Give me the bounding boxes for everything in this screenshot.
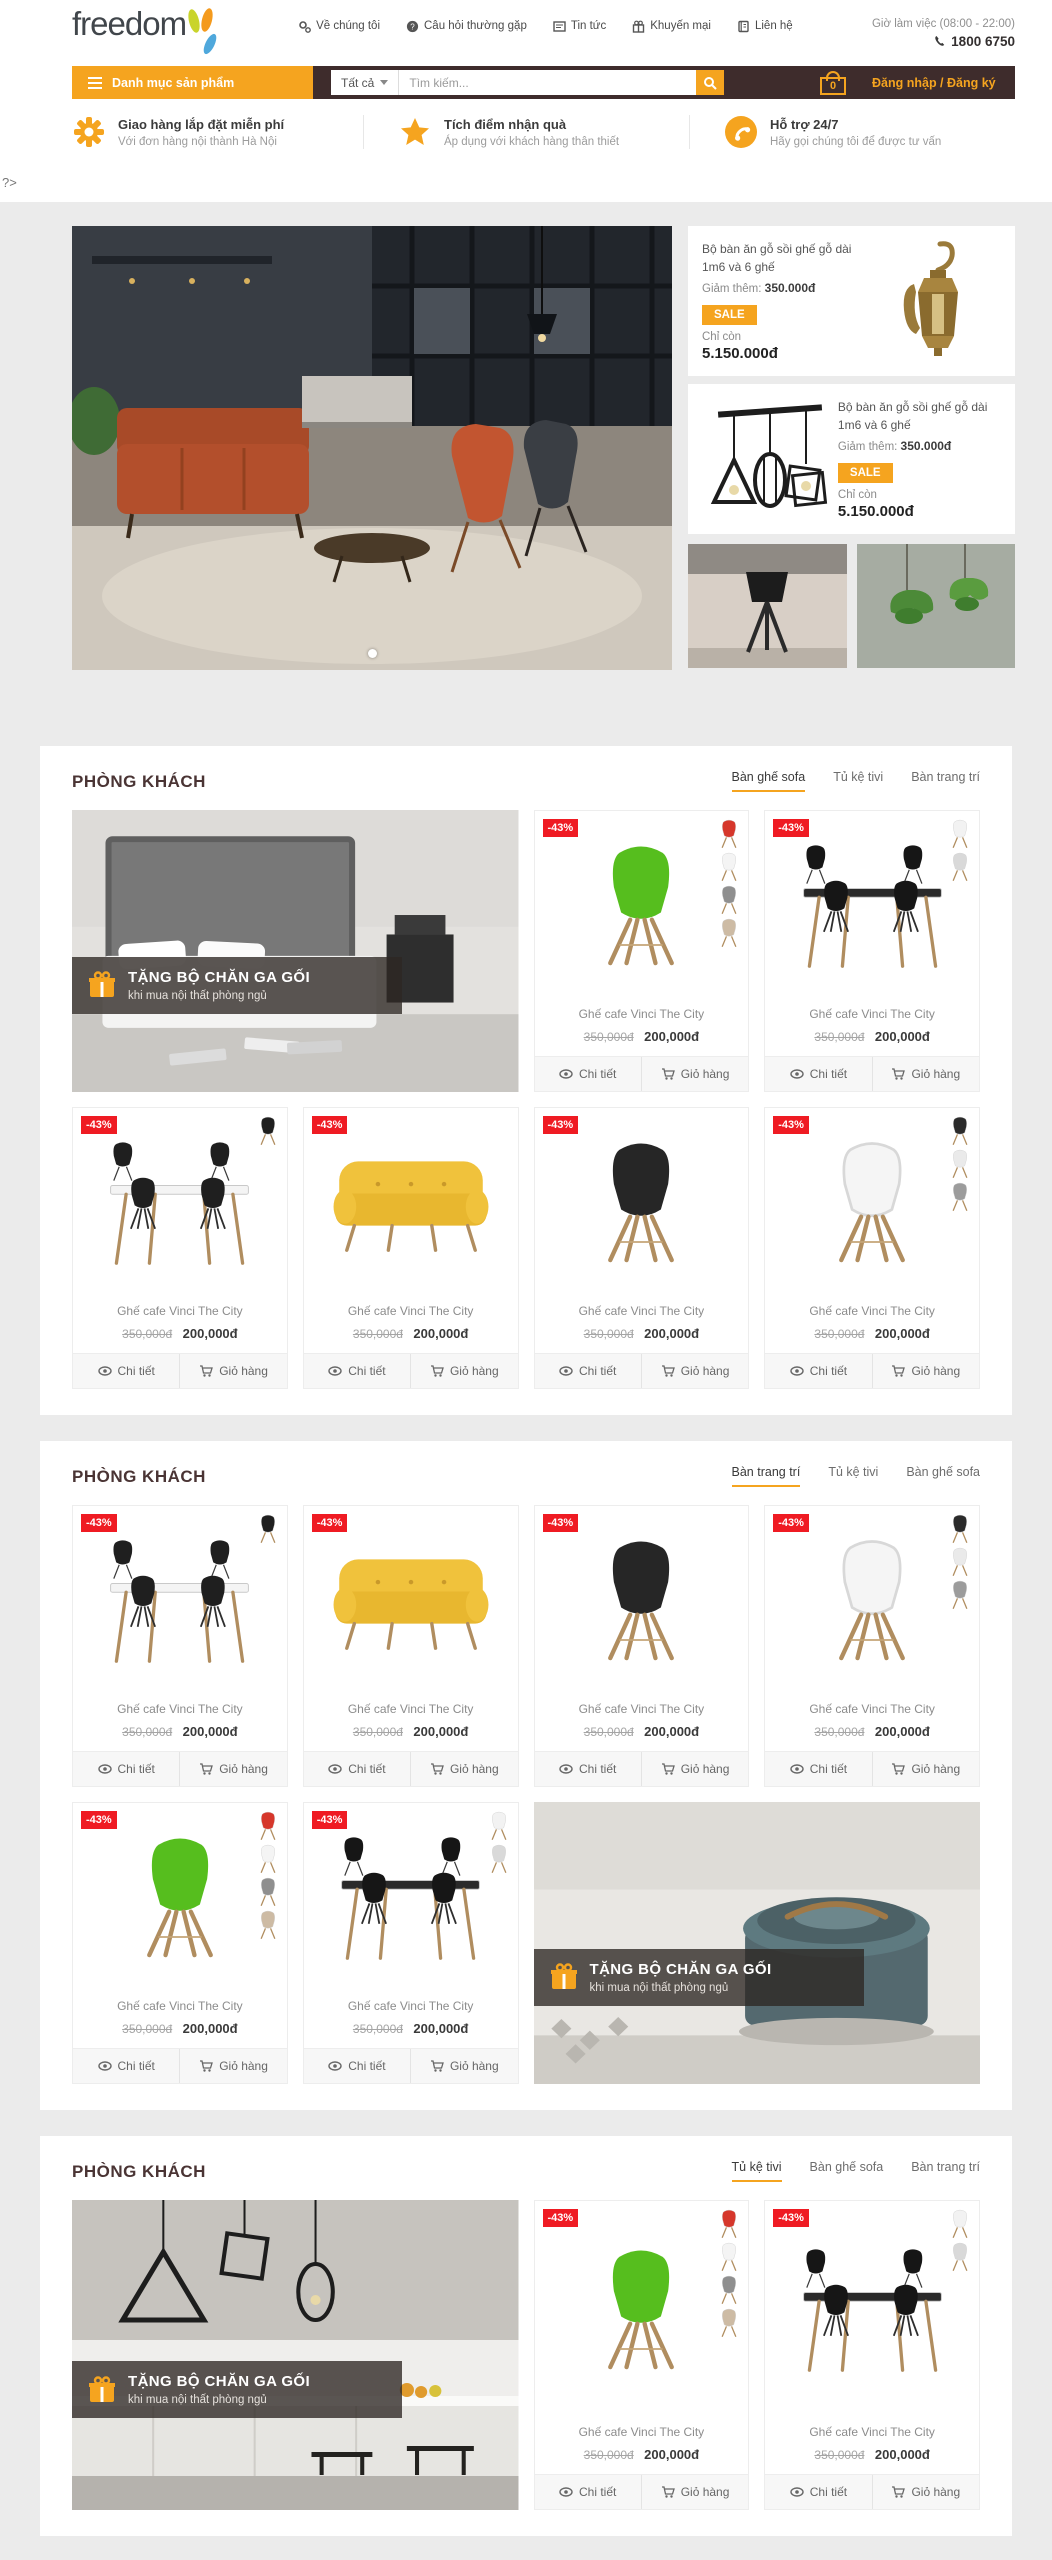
discount-badge: -43% bbox=[312, 1116, 348, 1134]
product-illustration bbox=[790, 2240, 955, 2385]
current-price: 200,000đ bbox=[182, 1326, 238, 1341]
product-card bbox=[764, 1107, 980, 1389]
current-price: 200,000đ bbox=[874, 2447, 930, 2462]
eye-icon bbox=[559, 1069, 573, 1079]
detail-button[interactable]: Chi tiết bbox=[304, 1354, 411, 1388]
product-illustration bbox=[326, 1145, 496, 1265]
product-card bbox=[303, 1107, 519, 1389]
current-price: 200,000đ bbox=[874, 1029, 930, 1044]
promo-discount-label: Giảm thêm: bbox=[702, 283, 762, 295]
current-price: 200,000đ bbox=[182, 2021, 238, 2036]
promo-discount-label: Giảm thêm: bbox=[837, 441, 898, 453]
product-name[interactable]: Ghế cafe Vinci The City bbox=[117, 1304, 243, 1318]
benefit-subtitle: Áp dụng với khách hàng thân thiết bbox=[444, 136, 620, 148]
section-tabs bbox=[732, 770, 980, 792]
product-illustration bbox=[817, 1537, 927, 1669]
product-name[interactable]: Ghế cafe Vinci The City bbox=[809, 1702, 935, 1716]
nav-faq[interactable]: ? Câu hỏi thường gặp bbox=[406, 20, 527, 33]
hero-promos bbox=[688, 226, 1015, 670]
discount-badge: -43% bbox=[81, 1116, 117, 1134]
banner-title: TẶNG BỘ CHĂN GA GỐI bbox=[128, 2373, 311, 2391]
current-price: 200,000đ bbox=[644, 1326, 700, 1341]
add-to-cart-button[interactable]: Giỏ hàng bbox=[642, 1354, 748, 1388]
promo-price: 5.150.000đ bbox=[702, 345, 778, 362]
benefits-bar bbox=[72, 99, 1015, 167]
old-price: 350,000đ bbox=[122, 1725, 173, 1739]
cart-icon bbox=[199, 1365, 213, 1377]
add-to-cart-button[interactable]: Giỏ hàng bbox=[873, 1354, 979, 1388]
star-icon bbox=[398, 115, 432, 149]
cart-icon bbox=[891, 1068, 905, 1080]
old-price: 350,000đ bbox=[122, 2022, 173, 2036]
variant-thumbnails[interactable] bbox=[255, 1811, 281, 1940]
product-name[interactable]: Ghế cafe Vinci The City bbox=[578, 2425, 705, 2439]
current-price: 200,000đ bbox=[182, 1724, 238, 1739]
search-dark-bar bbox=[313, 66, 1015, 99]
product-name[interactable]: Ghế cafe Vinci The City bbox=[809, 2425, 935, 2439]
eye-icon bbox=[790, 1366, 804, 1376]
product-card bbox=[534, 1505, 750, 1787]
benefit-title: Giao hàng lắp đặt miễn phí bbox=[118, 117, 285, 132]
product-section bbox=[40, 746, 1012, 1415]
product-image[interactable] bbox=[535, 811, 749, 1005]
lantern-image bbox=[865, 240, 1001, 362]
eye-icon bbox=[98, 1764, 112, 1774]
product-card bbox=[764, 1505, 980, 1787]
promo-price: 5.150.000đ bbox=[837, 503, 914, 520]
section-title: PHÒNG KHÁCH bbox=[72, 772, 206, 791]
discount-badge: -43% bbox=[773, 819, 809, 837]
product-card bbox=[303, 1802, 519, 2084]
add-to-cart-button[interactable]: Giỏ hàng bbox=[642, 2475, 748, 2509]
old-price: 350,000đ bbox=[583, 1327, 634, 1341]
page-header bbox=[0, 0, 1052, 202]
add-to-cart-button[interactable]: Giỏ hàng bbox=[180, 1354, 286, 1388]
add-to-cart-button[interactable]: Giỏ hàng bbox=[411, 2049, 517, 2083]
search-box bbox=[331, 70, 724, 95]
variant-thumbnails[interactable] bbox=[947, 819, 973, 882]
product-image[interactable] bbox=[535, 1506, 749, 1700]
benefit-loyalty bbox=[363, 115, 689, 149]
product-illustration bbox=[790, 836, 955, 981]
variant-thumbnails[interactable] bbox=[716, 819, 742, 948]
hero-slider[interactable] bbox=[72, 226, 672, 670]
detail-button[interactable]: Chi tiết bbox=[73, 1354, 180, 1388]
section-title: PHÒNG KHÁCH bbox=[72, 1467, 206, 1486]
eye-icon bbox=[98, 1366, 112, 1376]
promo-banner[interactable] bbox=[72, 2200, 519, 2510]
detail-button[interactable]: Chi tiết bbox=[765, 1354, 872, 1388]
product-name[interactable]: Ghế cafe Vinci The City bbox=[347, 1999, 474, 2013]
detail-button[interactable]: Chi tiết bbox=[304, 2049, 411, 2083]
benefit-support bbox=[689, 115, 1015, 149]
cart-icon bbox=[891, 1763, 905, 1775]
promo-discount-value: 350.000đ bbox=[764, 281, 816, 295]
category-tab[interactable]: Tủ kệ tivi bbox=[833, 770, 884, 784]
section-tabs bbox=[732, 2160, 980, 2182]
phone-icon bbox=[934, 35, 946, 47]
product-name[interactable]: Ghế cafe Vinci The City bbox=[117, 1999, 243, 2013]
gift-icon bbox=[88, 2376, 116, 2404]
product-image[interactable] bbox=[765, 1506, 979, 1700]
eye-icon bbox=[790, 2487, 804, 2497]
category-tab[interactable]: Bàn ghế sofa bbox=[732, 770, 806, 792]
section-title: PHÒNG KHÁCH bbox=[72, 2162, 206, 2181]
product-card bbox=[72, 1505, 288, 1787]
working-hours: Giờ làm việc (08:00 - 22:00) bbox=[871, 17, 1015, 30]
product-illustration bbox=[586, 1139, 696, 1271]
detail-button[interactable]: Chi tiết bbox=[304, 1752, 411, 1786]
eye-icon bbox=[98, 2061, 112, 2071]
eye-icon bbox=[790, 1764, 804, 1774]
discount-badge: -43% bbox=[773, 2209, 809, 2227]
add-to-cart-button[interactable]: Giỏ hàng bbox=[873, 1752, 979, 1786]
cart-icon bbox=[661, 2486, 675, 2498]
chevron-down-icon bbox=[380, 80, 388, 85]
variant-thumbnails[interactable] bbox=[486, 1811, 512, 1874]
category-tab[interactable]: Bàn trang trí bbox=[732, 1465, 801, 1487]
hamburger-icon bbox=[88, 77, 102, 89]
discount-badge: -43% bbox=[543, 1514, 579, 1532]
detail-button[interactable]: Chi tiết bbox=[535, 1057, 642, 1091]
product-image[interactable] bbox=[765, 2201, 979, 2423]
news-icon bbox=[553, 20, 566, 33]
benefit-subtitle: Với đơn hàng nội thành Hà Nội bbox=[118, 136, 277, 148]
nav-promotions[interactable]: Khuyến mại bbox=[632, 20, 711, 33]
product-card bbox=[764, 2200, 980, 2510]
old-price: 350,000đ bbox=[814, 1725, 865, 1739]
add-to-cart-button[interactable]: Giỏ hàng bbox=[873, 1057, 979, 1091]
product-name[interactable]: Ghế cafe Vinci The City bbox=[578, 1007, 705, 1021]
benefit-subtitle: Hãy gọi chúng tôi để được tư vấn bbox=[770, 136, 942, 148]
product-card bbox=[534, 810, 750, 1092]
product-name[interactable]: Ghế cafe Vinci The City bbox=[347, 1702, 474, 1716]
product-name[interactable]: Ghế cafe Vinci The City bbox=[578, 1304, 705, 1318]
hero-slide-image bbox=[72, 226, 672, 670]
discount-badge: -43% bbox=[312, 1514, 348, 1532]
benefit-title: Tích điểm nhận quà bbox=[444, 117, 567, 132]
variant-thumbnails[interactable] bbox=[716, 2209, 742, 2338]
product-grid bbox=[72, 810, 980, 1389]
sale-badge: SALE bbox=[702, 305, 757, 325]
search-button[interactable] bbox=[696, 70, 724, 95]
product-image[interactable] bbox=[73, 1506, 287, 1700]
nav-about[interactable]: Về chúng tôi bbox=[298, 20, 380, 33]
product-card bbox=[72, 1107, 288, 1389]
product-illustration bbox=[586, 842, 696, 974]
detail-button[interactable]: Chi tiết bbox=[535, 1752, 642, 1786]
add-to-cart-button[interactable]: Giỏ hàng bbox=[873, 2475, 979, 2509]
product-illustration bbox=[97, 1531, 262, 1676]
discount-badge: -43% bbox=[543, 819, 579, 837]
old-price: 350,000đ bbox=[583, 1030, 634, 1044]
promo-only-label: Chỉ còn bbox=[837, 489, 877, 501]
category-tab[interactable]: Bàn ghế sofa bbox=[809, 2160, 884, 2174]
variant-thumbnails[interactable] bbox=[947, 1514, 973, 1610]
add-to-cart-button[interactable]: Giỏ hàng bbox=[642, 1752, 748, 1786]
logo-leaves-icon bbox=[184, 7, 220, 62]
add-to-cart-button[interactable]: Giỏ hàng bbox=[411, 1354, 517, 1388]
product-illustration bbox=[326, 1543, 496, 1663]
product-image[interactable] bbox=[535, 1108, 749, 1302]
discount-badge: -43% bbox=[543, 2209, 579, 2227]
eye-icon bbox=[328, 1764, 342, 1774]
logo-text: freedom bbox=[72, 4, 187, 42]
product-card bbox=[534, 2200, 750, 2510]
cart-icon bbox=[199, 1763, 213, 1775]
pendant-lights-image bbox=[702, 398, 838, 520]
cart-button[interactable] bbox=[820, 71, 846, 95]
discount-badge: -43% bbox=[81, 1811, 117, 1829]
banner-subtitle: khi mua nội thất phòng ngủ bbox=[128, 989, 267, 1002]
current-price: 200,000đ bbox=[644, 1724, 700, 1739]
old-price: 350,000đ bbox=[814, 1030, 865, 1044]
search-category-select[interactable]: Tất cả bbox=[331, 70, 399, 95]
contact-icon bbox=[737, 20, 750, 33]
promo-banner[interactable] bbox=[72, 810, 519, 1092]
current-price: 200,000đ bbox=[413, 1326, 469, 1341]
nav-news[interactable]: Tin tức bbox=[553, 20, 606, 33]
product-illustration bbox=[125, 1834, 235, 1966]
search-input[interactable] bbox=[399, 70, 696, 95]
detail-button[interactable]: Chi tiết bbox=[73, 1752, 180, 1786]
product-illustration bbox=[586, 1537, 696, 1669]
product-illustration bbox=[586, 2246, 696, 2378]
search-row bbox=[72, 66, 1015, 99]
banner-subtitle: khi mua nội thất phòng ngủ bbox=[128, 2394, 267, 2407]
svg-text:?: ? bbox=[410, 21, 415, 31]
old-price: 350,000đ bbox=[814, 2448, 865, 2462]
product-name[interactable]: Ghế cafe Vinci The City bbox=[809, 1007, 935, 1021]
detail-button[interactable]: Chi tiết bbox=[765, 2475, 872, 2509]
cart-icon bbox=[661, 1763, 675, 1775]
variant-thumbnails[interactable] bbox=[947, 1116, 973, 1212]
stray-php-text: ?> bbox=[0, 167, 1052, 200]
product-card bbox=[534, 1107, 750, 1389]
section-tabs bbox=[732, 1465, 980, 1487]
site-logo[interactable] bbox=[72, 5, 220, 62]
table-lamp-photo[interactable] bbox=[688, 544, 847, 668]
product-section bbox=[40, 2136, 1012, 2536]
nav-contact[interactable]: Liên hệ bbox=[737, 20, 793, 33]
benefit-free-delivery bbox=[72, 115, 363, 149]
promo-discount-value: 350.000đ bbox=[900, 439, 952, 453]
magnifier-icon bbox=[703, 76, 717, 90]
category-tab[interactable]: Tủ kệ tivi bbox=[732, 2160, 782, 2182]
promo-only-label: Chỉ còn bbox=[702, 331, 741, 343]
category-tab[interactable]: Bàn trang trí bbox=[911, 770, 980, 784]
product-grid bbox=[72, 1505, 980, 2084]
product-image[interactable] bbox=[73, 1108, 287, 1302]
current-price: 200,000đ bbox=[413, 1724, 469, 1739]
eye-icon bbox=[559, 1366, 573, 1376]
promo-banner[interactable] bbox=[534, 1802, 981, 2084]
cart-count: 0 bbox=[829, 79, 837, 92]
gears-icon bbox=[298, 20, 311, 33]
cart-icon bbox=[430, 1365, 444, 1377]
gift-icon bbox=[88, 971, 116, 999]
product-image[interactable] bbox=[73, 1803, 287, 1997]
old-price: 350,000đ bbox=[814, 1327, 865, 1341]
banner-title: TẶNG BỘ CHĂN GA GỐI bbox=[589, 1960, 772, 1978]
sections-wrapper bbox=[0, 746, 1052, 2536]
add-to-cart-button[interactable]: Giỏ hàng bbox=[180, 2049, 286, 2083]
banner-subtitle: khi mua nội thất phòng ngủ bbox=[589, 1981, 729, 1994]
promo-title: Bộ bàn ăn gỗ sồi ghế gỗ dài 1m6 và 6 ghế bbox=[702, 242, 852, 274]
product-card bbox=[72, 1802, 288, 2084]
question-icon bbox=[406, 20, 419, 33]
product-image[interactable] bbox=[304, 1803, 518, 1997]
eye-icon bbox=[328, 1366, 342, 1376]
eye-icon bbox=[328, 2061, 342, 2071]
current-price: 200,000đ bbox=[413, 2021, 469, 2036]
add-to-cart-button[interactable]: Giỏ hàng bbox=[180, 1752, 286, 1786]
gear-icon bbox=[72, 115, 106, 149]
category-tab[interactable]: Bàn ghế sofa bbox=[906, 1465, 980, 1479]
cart-icon bbox=[891, 1365, 905, 1377]
old-price: 350,000đ bbox=[352, 2022, 403, 2036]
detail-button[interactable]: Chi tiết bbox=[535, 1354, 642, 1388]
add-to-cart-button[interactable]: Giỏ hàng bbox=[411, 1752, 517, 1786]
login-register-link[interactable]: Đăng nhập / Đăng ký bbox=[872, 75, 996, 90]
product-section bbox=[40, 1441, 1012, 2110]
gift-icon bbox=[632, 20, 645, 33]
discount-badge: -43% bbox=[773, 1116, 809, 1134]
product-image[interactable] bbox=[535, 2201, 749, 2423]
category-tab[interactable]: Tủ kệ tivi bbox=[828, 1465, 879, 1479]
old-price: 350,000đ bbox=[583, 2448, 634, 2462]
cart-icon bbox=[661, 1068, 675, 1080]
phone-icon bbox=[724, 115, 758, 149]
discount-badge: -43% bbox=[312, 1811, 348, 1829]
product-illustration bbox=[97, 1133, 262, 1278]
discount-badge: -43% bbox=[81, 1514, 117, 1532]
product-image[interactable] bbox=[765, 1108, 979, 1302]
product-name[interactable]: Ghế cafe Vinci The City bbox=[809, 1304, 935, 1318]
slider-dot[interactable] bbox=[368, 649, 377, 658]
product-name[interactable]: Ghế cafe Vinci The City bbox=[347, 1304, 474, 1318]
current-price: 200,000đ bbox=[644, 2447, 700, 2462]
detail-button[interactable]: Chi tiết bbox=[765, 1057, 872, 1091]
cart-icon bbox=[891, 2486, 905, 2498]
catalog-menu-button[interactable]: Danh mục sản phẩm bbox=[72, 66, 313, 99]
current-price: 200,000đ bbox=[874, 1724, 930, 1739]
hotline[interactable]: 1800 6750 bbox=[872, 34, 1015, 49]
eye-icon bbox=[559, 1764, 573, 1774]
eye-icon bbox=[559, 2487, 573, 2497]
banner-title: TẶNG BỘ CHĂN GA GỐI bbox=[128, 968, 311, 986]
discount-badge: -43% bbox=[543, 1116, 579, 1134]
gift-icon bbox=[550, 1963, 578, 1991]
variant-thumbnails[interactable] bbox=[255, 1514, 281, 1544]
detail-button[interactable]: Chi tiết bbox=[765, 1752, 872, 1786]
promo-title: Bộ bàn ăn gỗ sồi ghế gỗ dài 1m6 và 6 ghế bbox=[837, 400, 988, 432]
benefit-title: Hỗ trợ 24/7 bbox=[770, 117, 839, 132]
sale-badge: SALE bbox=[838, 463, 893, 483]
current-price: 200,000đ bbox=[644, 1029, 700, 1044]
detail-button[interactable]: Chi tiết bbox=[535, 2475, 642, 2509]
add-to-cart-button[interactable]: Giỏ hàng bbox=[642, 1057, 748, 1091]
hero-section bbox=[0, 202, 1052, 700]
detail-button[interactable]: Chi tiết bbox=[73, 2049, 180, 2083]
product-image[interactable] bbox=[304, 1506, 518, 1700]
cart-icon bbox=[199, 2060, 213, 2072]
old-price: 350,000đ bbox=[122, 1327, 173, 1341]
variant-thumbnails[interactable] bbox=[947, 2209, 973, 2272]
product-image[interactable] bbox=[304, 1108, 518, 1302]
eye-icon bbox=[790, 1069, 804, 1079]
cart-icon bbox=[430, 1763, 444, 1775]
old-price: 350,000đ bbox=[583, 1725, 634, 1739]
product-illustration bbox=[817, 1139, 927, 1271]
product-card bbox=[764, 810, 980, 1092]
product-image[interactable] bbox=[765, 811, 979, 1005]
cart-icon bbox=[661, 1365, 675, 1377]
product-name[interactable]: Ghế cafe Vinci The City bbox=[578, 1702, 705, 1716]
discount-badge: -43% bbox=[773, 1514, 809, 1532]
variant-thumbnails[interactable] bbox=[255, 1116, 281, 1146]
hero-promo-card[interactable] bbox=[688, 226, 1015, 376]
category-tab[interactable]: Bàn trang trí bbox=[911, 2160, 980, 2174]
product-card bbox=[303, 1505, 519, 1787]
hero-promo-card[interactable] bbox=[688, 384, 1015, 534]
current-price: 200,000đ bbox=[874, 1326, 930, 1341]
hanging-plants-photo[interactable] bbox=[857, 544, 1016, 668]
product-illustration bbox=[328, 1828, 493, 1973]
main-nav bbox=[298, 20, 793, 33]
product-grid bbox=[72, 2200, 980, 2510]
cart-icon bbox=[430, 2060, 444, 2072]
product-name[interactable]: Ghế cafe Vinci The City bbox=[117, 1702, 243, 1716]
old-price: 350,000đ bbox=[352, 1725, 403, 1739]
old-price: 350,000đ bbox=[352, 1327, 403, 1341]
